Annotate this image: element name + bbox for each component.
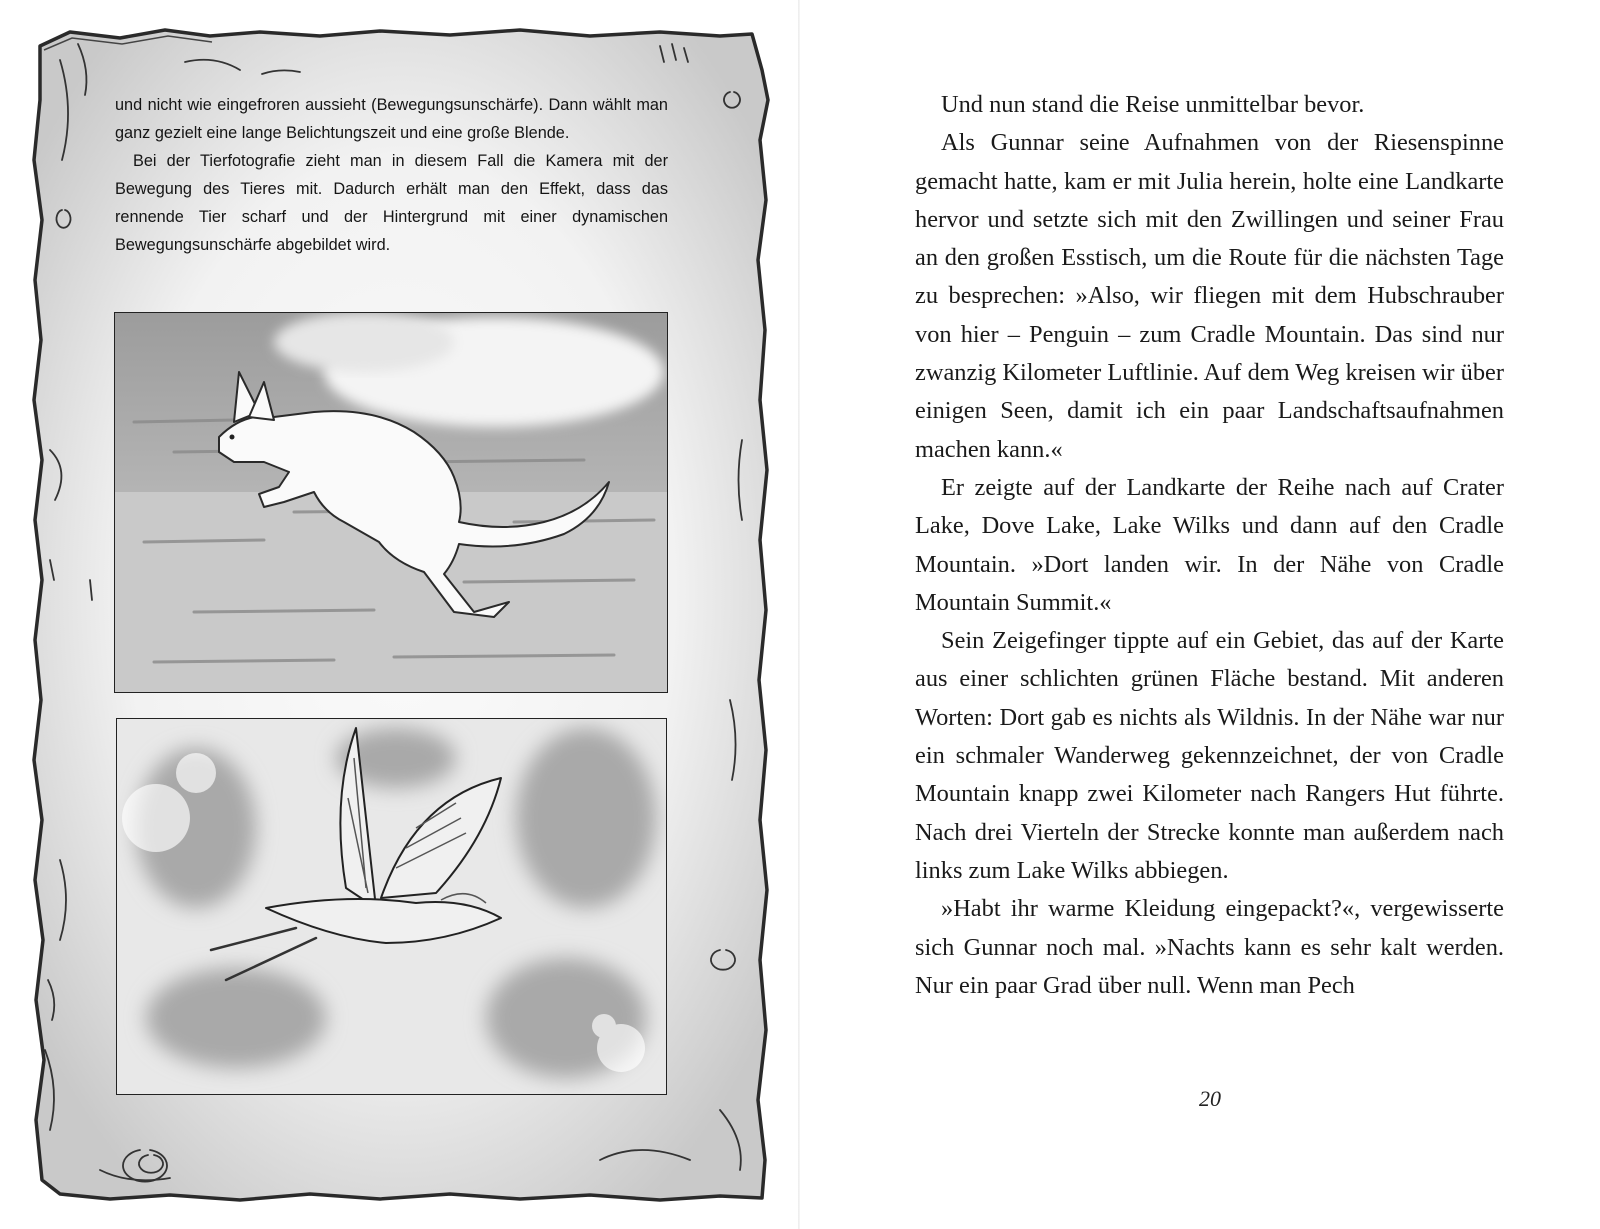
right-page xyxy=(800,0,1600,1229)
body-paragraph: Sein Zeigefinger tippte auf ein Gebiet, das auf der Karte aus einer schlichten grünen Fläche bestand. Mit anderen Worten: Dort gab es nichts als Wildnis. In der Nähe war nur ein schmaler Wanderweg gekennzeichnet, der von Cradle Mountain knapp zwei Kilometer nach Rangers Hut führte. Nach drei Vierteln der Strecke konnte man außerdem nach links zum Lake Wilks abbiegen. xyxy=(915,627,1504,884)
page-number: 20 xyxy=(1199,1086,1221,1111)
body-paragraph: Er zeigte auf der Landkarte der Reihe nach auf Crater Lake, Dove Lake, Lake Wilks und dann auf den Cradle Mountain. »Dort landen wir. In der Nähe von Cradle Mountain Summit.« xyxy=(915,473,1504,616)
body-text xyxy=(915,86,1504,1005)
bird-illustration xyxy=(116,718,667,1095)
sidebar-paragraph: und nicht wie eingefroren aussieht (Bewegungsunschärfe). Dann wählt man ganz gezielt eine lange Belichtungszeit und eine große Blende. xyxy=(115,96,668,142)
kangaroo-illustration xyxy=(114,312,668,693)
sidebar-paragraph: Bei der Tierfotografie zieht man in diesem Fall die Kamera mit der Bewegung des Tieres mit. Dadurch erhält man den Effekt, dass das rennende Tier scharf und der Hintergrund mit einer dynamischen Bewegungsunschärfe abgebildet wird. xyxy=(115,152,668,254)
left-page xyxy=(0,0,798,1229)
body-paragraph: Und nun stand die Reise unmittelbar bevor. xyxy=(941,91,1365,118)
body-paragraph: Als Gunnar seine Aufnahmen von der Riesenspinne gemacht hatte, kam er mit Julia herein, holte eine Landkarte hervor und setzte sich mit den Zwillingen und seiner Frau an den großen Esstisch, um die Route für die nächsten Tage zu besprechen: »Also, wir fliegen mit dem Hubschrauber von hier – Penguin – zum Cradle Mountain. Das sind nur zwanzig Kilometer Luftlinie. Auf dem Weg kreisen wir über einigen Seen, damit ich ein paar Landschaftsaufnahmen machen kann.« xyxy=(915,129,1504,463)
body-paragraph: »Habt ihr warme Kleidung eingepackt?«, vergewisserte sich Gunnar noch mal. »Nachts kann es sehr kalt werden. Nur ein paar Grad über null. Wenn man Pech xyxy=(915,895,1504,999)
sidebar-text xyxy=(115,91,668,259)
